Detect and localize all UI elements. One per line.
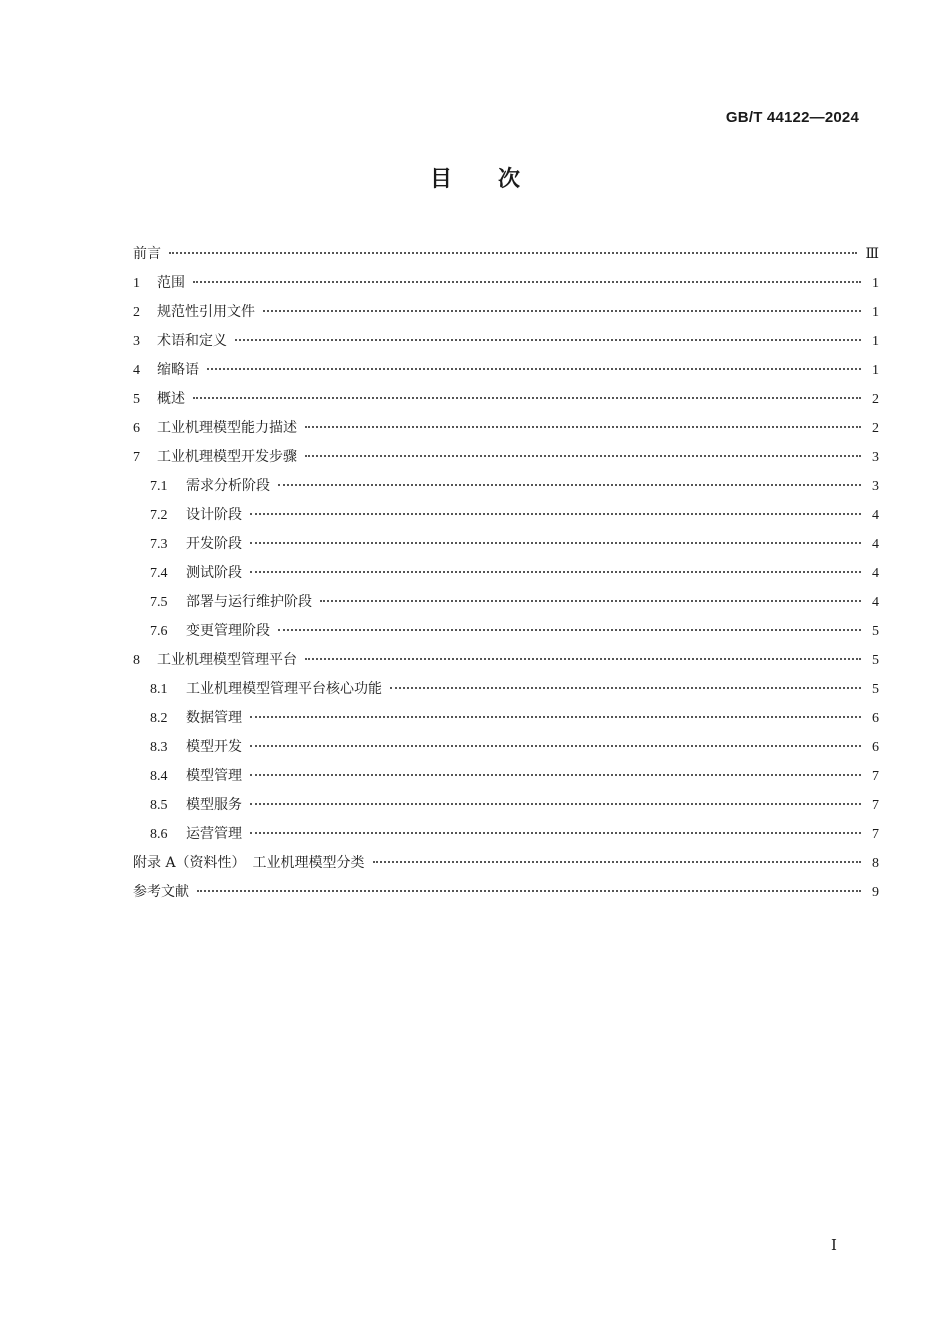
toc-entry-title: 测试阶段 xyxy=(186,565,242,581)
dot-leader xyxy=(305,455,861,457)
toc-entry-title: 规范性引用文件 xyxy=(157,304,255,320)
dot-leader xyxy=(193,397,861,399)
toc-entry-number: 1 xyxy=(133,276,140,291)
toc-entry-page: 4 xyxy=(872,566,879,581)
toc-entry-8-2[interactable] xyxy=(133,704,879,733)
dot-leader xyxy=(250,542,861,544)
toc-entry-number: 7.1 xyxy=(150,479,168,494)
toc-entry-title: 变更管理阶段 xyxy=(186,623,270,639)
toc-entry-page: 7 xyxy=(872,769,879,784)
toc-entry-title: 模型服务 xyxy=(186,797,242,813)
dot-leader xyxy=(193,281,861,283)
toc-entry-8-4[interactable] xyxy=(133,762,879,791)
page-title: 目次 xyxy=(429,167,566,192)
toc-entry-title: 缩略语 xyxy=(157,362,199,378)
dot-leader xyxy=(250,745,861,747)
toc-entry-page: 1 xyxy=(872,305,879,320)
dot-leader xyxy=(320,600,861,602)
toc-entry-number: 5 xyxy=(133,392,140,407)
toc-entry-7-2[interactable] xyxy=(133,501,879,530)
toc-entry-title: 术语和定义 xyxy=(157,333,227,349)
toc-entry-title: 工业机理模型管理平台 xyxy=(157,652,297,668)
toc-entry-title: 范围 xyxy=(157,275,185,291)
dot-leader xyxy=(250,571,861,573)
toc-entry-title: 模型开发 xyxy=(186,739,242,755)
toc-entry-8-3[interactable] xyxy=(133,733,879,762)
dot-leader xyxy=(169,252,857,254)
dot-leader xyxy=(235,339,861,341)
dot-leader xyxy=(207,368,861,370)
table-of-contents xyxy=(133,240,879,907)
toc-entry-page: 8 xyxy=(872,856,879,871)
dot-leader xyxy=(250,774,861,776)
toc-entry-6[interactable] xyxy=(133,414,879,443)
toc-entry-number: 7.4 xyxy=(150,566,168,581)
dot-leader xyxy=(197,890,861,892)
toc-entry-title: 概述 xyxy=(157,391,185,407)
toc-entry-page: 2 xyxy=(872,421,879,436)
toc-entry-title: 开发阶段 xyxy=(186,536,242,552)
toc-entry-page: 5 xyxy=(872,682,879,697)
toc-entry-page: 2 xyxy=(872,392,879,407)
dot-leader xyxy=(250,716,861,718)
toc-entry-4[interactable] xyxy=(133,356,879,385)
toc-entry-title: 模型管理 xyxy=(186,768,242,784)
toc-entry-number: 2 xyxy=(133,305,140,320)
toc-entry-5[interactable] xyxy=(133,385,879,414)
toc-entry-number: 4 xyxy=(133,363,140,378)
dot-leader xyxy=(373,861,861,863)
toc-entry-1[interactable] xyxy=(133,269,879,298)
toc-entry-7-6[interactable] xyxy=(133,617,879,646)
toc-entry-number: 7.6 xyxy=(150,624,168,639)
standard-number: GB/T 44122—2024 xyxy=(725,109,859,126)
toc-entry-bibliography[interactable] xyxy=(133,878,879,907)
toc-entry-title: 前言 xyxy=(133,246,161,262)
toc-entry-title: 部署与运行维护阶段 xyxy=(186,594,312,610)
toc-entry-8-6[interactable] xyxy=(133,820,879,849)
toc-entry-7-3[interactable] xyxy=(133,530,879,559)
toc-entry-page: 4 xyxy=(872,537,879,552)
page-number: Ⅰ xyxy=(831,1238,837,1254)
dot-leader xyxy=(278,629,861,631)
toc-entry-7-5[interactable] xyxy=(133,588,879,617)
toc-entry-number: 7.2 xyxy=(150,508,168,523)
dot-leader xyxy=(263,310,861,312)
toc-entry-number: 7 xyxy=(133,450,140,465)
toc-entry-page: 3 xyxy=(872,479,879,494)
toc-entry-title: 设计阶段 xyxy=(186,507,242,523)
dot-leader xyxy=(305,658,861,660)
toc-entry-page: 7 xyxy=(872,827,879,842)
toc-entry-title: 运营管理 xyxy=(186,826,242,842)
toc-entry-number: 7.5 xyxy=(150,595,168,610)
dot-leader xyxy=(278,484,861,486)
toc-entry-title: 工业机理模型管理平台核心功能 xyxy=(186,681,382,697)
toc-entry-title: 需求分析阶段 xyxy=(186,478,270,494)
toc-entry-7-1[interactable] xyxy=(133,472,879,501)
toc-entry-number: 6 xyxy=(133,421,140,436)
toc-entry-number: 8.4 xyxy=(150,769,168,784)
toc-entry-number: 3 xyxy=(133,334,140,349)
toc-entry-page: 5 xyxy=(872,653,879,668)
dot-leader xyxy=(250,803,861,805)
toc-entry-number: 8.6 xyxy=(150,827,168,842)
toc-entry-8[interactable] xyxy=(133,646,879,675)
toc-entry-7-4[interactable] xyxy=(133,559,879,588)
dot-leader xyxy=(305,426,861,428)
toc-entry-number: 8.2 xyxy=(150,711,168,726)
toc-entry-title: 工业机理模型开发步骤 xyxy=(157,449,297,465)
toc-entry-foreword[interactable] xyxy=(133,240,879,269)
toc-entry-number: 8.1 xyxy=(150,682,168,697)
toc-entry-page: 6 xyxy=(872,740,879,755)
toc-entry-page: 3 xyxy=(872,450,879,465)
toc-entry-number: 7.3 xyxy=(150,537,168,552)
toc-entry-page: 4 xyxy=(872,595,879,610)
toc-entry-title: 工业机理模型能力描述 xyxy=(157,420,297,436)
dot-leader xyxy=(250,513,861,515)
dot-leader xyxy=(250,832,861,834)
toc-entry-title: 数据管理 xyxy=(186,710,242,726)
toc-entry-title: 参考文献 xyxy=(133,884,189,900)
toc-entry-number: 8 xyxy=(133,653,140,668)
toc-entry-8-1[interactable] xyxy=(133,675,879,704)
toc-entry-page: 1 xyxy=(872,276,879,291)
toc-entry-number: 8.5 xyxy=(150,798,168,813)
toc-entry-appendix-a[interactable] xyxy=(133,849,879,878)
toc-entry-3[interactable] xyxy=(133,327,879,356)
toc-entry-7[interactable] xyxy=(133,443,879,472)
toc-entry-page: Ⅲ xyxy=(865,247,879,262)
toc-entry-title: 附录 A（资料性） 工业机理模型分类 xyxy=(133,855,365,871)
toc-entry-page: 6 xyxy=(872,711,879,726)
toc-entry-2[interactable] xyxy=(133,298,879,327)
toc-entry-8-5[interactable] xyxy=(133,791,879,820)
toc-entry-page: 1 xyxy=(872,334,879,349)
toc-entry-number: 8.3 xyxy=(150,740,168,755)
dot-leader xyxy=(390,687,861,689)
toc-entry-page: 4 xyxy=(872,508,879,523)
toc-entry-page: 9 xyxy=(872,885,879,900)
toc-entry-page: 7 xyxy=(872,798,879,813)
toc-entry-page: 1 xyxy=(872,363,879,378)
toc-entry-page: 5 xyxy=(872,624,879,639)
